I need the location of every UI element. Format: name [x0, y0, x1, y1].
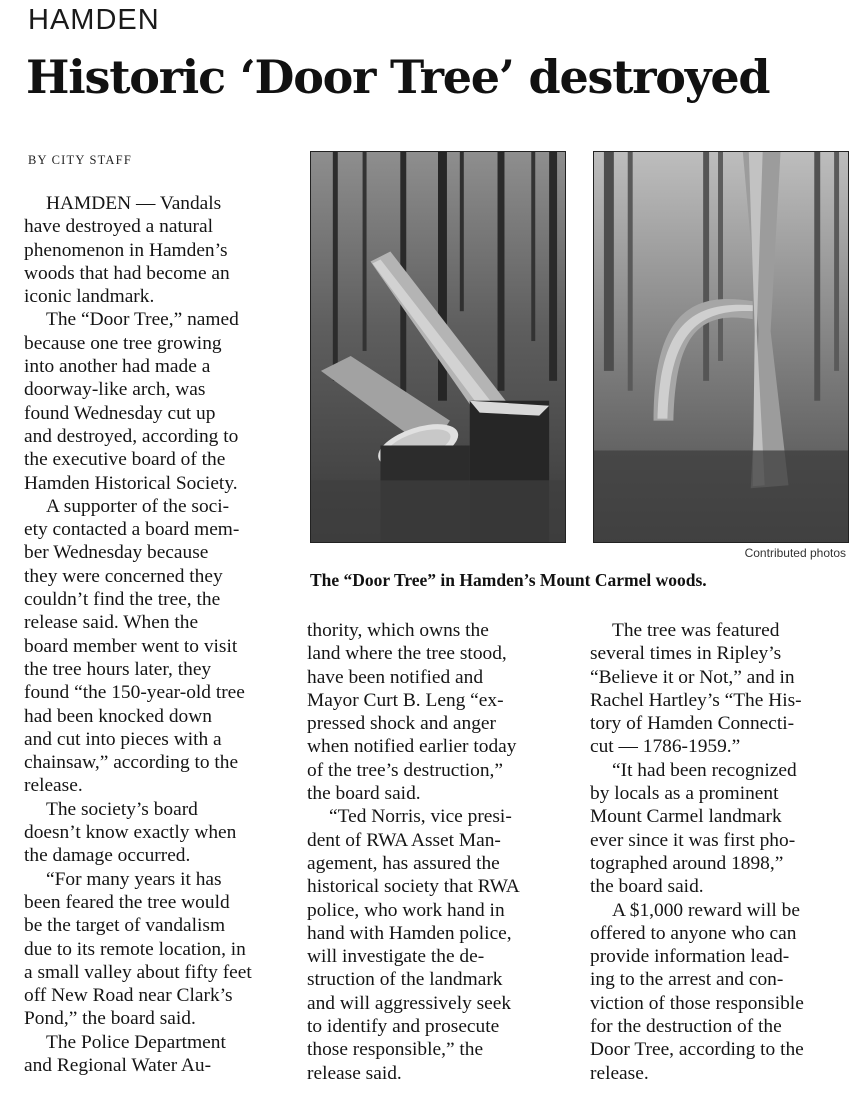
article-line: and cut into pieces with a — [24, 728, 222, 750]
article-line: the board said. — [590, 876, 704, 898]
article-line: HAMDEN — Vandals — [46, 193, 222, 214]
article-line: doorway-like arch, was — [24, 379, 206, 401]
article-line: The Police Department — [46, 1031, 226, 1053]
article-line: because one tree growing — [24, 332, 222, 354]
byline: BY CITY STAFF — [28, 153, 132, 167]
article-line: ing to the arrest and con- — [590, 969, 784, 991]
article-line: A supporter of the soci- — [46, 495, 230, 517]
article-line: and destroyed, according to — [24, 425, 239, 447]
article-line: several times in Ripley’s — [590, 643, 782, 665]
article-line: couldn’t find the tree, the — [24, 589, 221, 611]
article-line: ber Wednesday because — [24, 542, 209, 564]
article-line: Rachel Hartley’s “The His- — [590, 689, 802, 711]
article-line: and Regional Water Au- — [24, 1054, 212, 1076]
article-line: of the tree’s destruction,” — [307, 759, 503, 781]
article-line: viction of those responsible — [590, 992, 804, 1014]
article-line: “Believe it or Not,” and in — [590, 666, 795, 688]
article-line: offered to anyone who can — [590, 922, 797, 944]
article-line: doesn’t know exactly when — [24, 822, 237, 844]
article-line: thority, which owns the — [307, 620, 489, 641]
article-column-2 — [307, 619, 569, 1085]
photo-credit: Contributed photos — [744, 546, 846, 560]
article-line: will investigate the de- — [307, 946, 485, 968]
article-line: a small valley about fifty feet — [24, 961, 252, 983]
article-line: “It had been recognized — [612, 759, 797, 781]
article-line: and will aggressively seek — [307, 992, 512, 1014]
article-line: “Ted Norris, vice presi- — [329, 806, 512, 828]
article-line: iconic landmark. — [24, 286, 155, 308]
article-line: police, who work hand in — [307, 899, 505, 921]
article-line: cut — 1786-1959.” — [590, 736, 741, 758]
article-line: have been notified and — [307, 666, 484, 688]
article-line: have destroyed a natural — [24, 216, 213, 238]
article-line: struction of the landmark — [307, 969, 503, 991]
article-line: to identify and prosecute — [307, 1016, 500, 1038]
article-line: the board said. — [307, 783, 421, 805]
article-line: agement, has assured the — [307, 852, 500, 874]
article-line: had been knocked down — [24, 705, 212, 727]
article-line: Mayor Curt B. Leng “ex- — [307, 689, 504, 711]
article-line: found “the 150-year-old tree — [24, 682, 245, 704]
article-line: off New Road near Clark’s — [24, 985, 233, 1007]
article-line: the executive board of the — [24, 449, 226, 471]
article-line: due to its remote location, in — [24, 938, 246, 960]
article-line: board member went to visit — [24, 635, 238, 657]
article-line: release said. When the — [24, 612, 199, 634]
article-line: been feared the tree would — [24, 891, 230, 913]
article-line: be the target of vandalism — [24, 915, 226, 937]
door-tree-photo — [593, 151, 849, 543]
article-line: into another had made a — [24, 356, 211, 378]
article-line: Mount Carmel landmark — [590, 806, 782, 828]
article-line: dent of RWA Asset Man- — [307, 829, 501, 851]
article-line: The “Door Tree,” named — [46, 309, 239, 331]
article-line: they were concerned they — [24, 565, 223, 587]
article-line: by locals as a prominent — [590, 783, 779, 805]
photo-caption: The “Door Tree” in Hamden’s Mount Carmel woods. — [310, 570, 707, 590]
article-line: the tree hours later, they — [24, 658, 212, 680]
felled-tree-photo — [310, 151, 566, 543]
article-line: for the destruction of the — [590, 1016, 782, 1038]
article-line: the damage occurred. — [24, 845, 191, 867]
article-column-1 — [24, 192, 286, 1077]
article-line: ety contacted a board mem- — [24, 519, 240, 541]
article-line: The society’s board — [46, 798, 198, 820]
section-label: HAMDEN — [28, 4, 160, 36]
article-line: hand with Hamden police, — [307, 922, 512, 944]
article-line: woods that had become an — [24, 262, 230, 284]
article-column-3 — [590, 619, 852, 1085]
headline: Historic ‘Door Tree’ destroyed — [26, 50, 770, 104]
article-line: tographed around 1898,” — [590, 852, 784, 874]
article-line: ever since it was first pho- — [590, 829, 796, 851]
article-line: A $1,000 reward will be — [612, 899, 800, 921]
article-line: Door Tree, according to the — [590, 1039, 804, 1061]
article-line: phenomenon in Hamden’s — [24, 239, 228, 261]
article-line: release said. — [307, 1062, 402, 1084]
article-line: tory of Hamden Connecti- — [590, 713, 795, 735]
article-line: chainsaw,” according to the — [24, 752, 239, 774]
article-line: provide information lead- — [590, 946, 790, 968]
article-line: found Wednesday cut up — [24, 402, 216, 424]
article-line: historical society that RWA — [307, 876, 520, 898]
article-line: pressed shock and anger — [307, 713, 496, 735]
article-line: Hamden Historical Society. — [24, 472, 238, 494]
article-line: The tree was featured — [612, 620, 780, 641]
article-line: land where the tree stood, — [307, 643, 507, 665]
article-line: “For many years it has — [46, 868, 222, 890]
article-line: when notified earlier today — [307, 736, 517, 758]
article-line: Pond,” the board said. — [24, 1008, 196, 1030]
article-line: those responsible,” the — [307, 1039, 484, 1061]
article-line: release. — [24, 775, 83, 797]
article-line: release. — [590, 1062, 649, 1084]
